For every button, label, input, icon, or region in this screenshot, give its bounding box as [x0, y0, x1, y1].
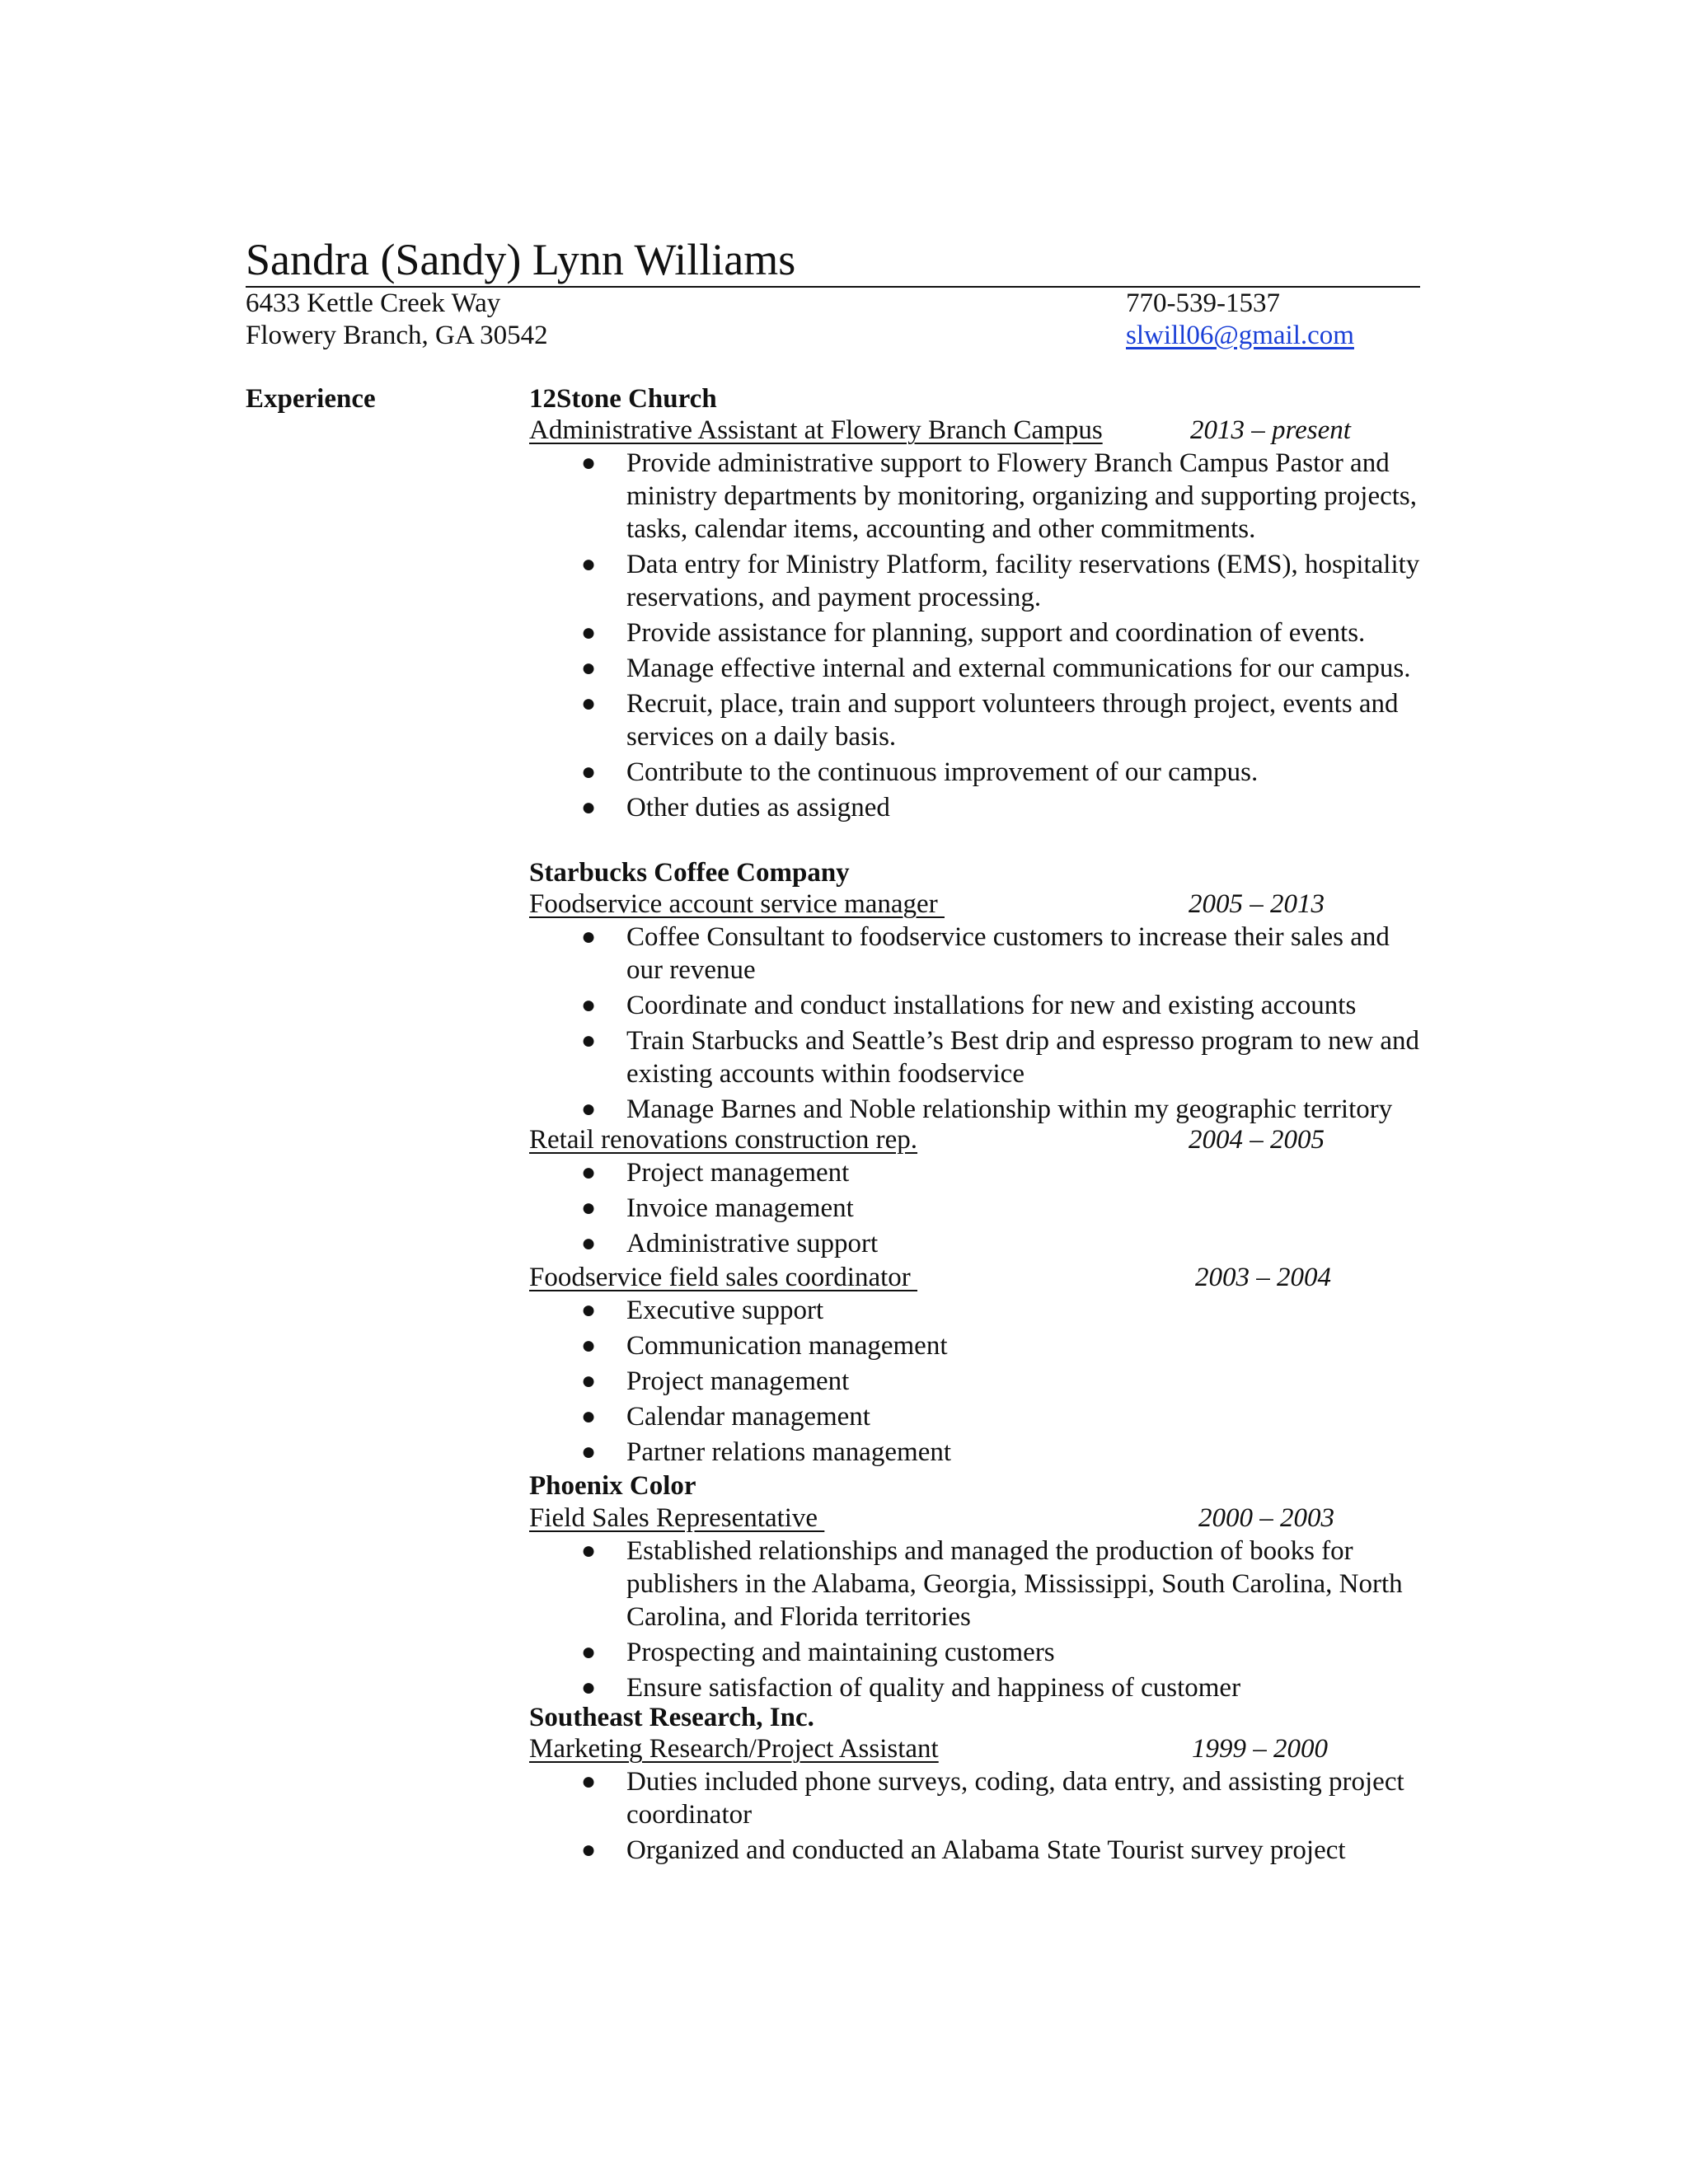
- bullet-icon: ●: [581, 1537, 597, 1564]
- list-item: ● Ensure satisfaction of quality and happiness of customer: [581, 1673, 1241, 1703]
- role-title: Foodservice field sales coordinator: [529, 1263, 918, 1292]
- bullet-icon: ●: [581, 1638, 597, 1666]
- company-name: Starbucks Coffee Company: [529, 858, 850, 888]
- role-dates: 2004 – 2005: [1189, 1125, 1325, 1155]
- role-title: Retail renovations construction rep.: [529, 1125, 918, 1155]
- bullet-icon: ●: [581, 1095, 597, 1122]
- applicant-name: Sandra (Sandy) Lynn Williams: [246, 235, 796, 284]
- list-item: ● Organized and conducted an Alabama State Tourist survey project: [581, 1835, 1346, 1865]
- list-item: ● Manage Barnes and Noble relationship within my geographic territory: [581, 1094, 1393, 1124]
- bullet-icon: ●: [581, 923, 597, 950]
- list-item: ● Calendar management: [581, 1402, 870, 1432]
- bullet-icon: ●: [581, 551, 597, 578]
- bullet-icon: ●: [581, 1159, 597, 1186]
- list-item: ● Provide administrative support to Flowery Branch Campus Pastor and ministry departments by monitoring, organizing and supporting projects, tasks, calendar items, accounting and other commitments.: [581, 448, 1417, 544]
- bullet-icon: ●: [581, 758, 597, 785]
- company-name: Phoenix Color: [529, 1471, 696, 1501]
- bullet-list: [529, 447, 1428, 827]
- bullet-list: [529, 921, 1428, 1128]
- role-dates: 1999 – 2000: [1192, 1734, 1328, 1764]
- bullet-icon: ●: [581, 1403, 597, 1430]
- role-dates: 2005 – 2013: [1189, 889, 1325, 919]
- list-item: ● Invoice management: [581, 1193, 854, 1223]
- phone-number: 770-539-1537: [1126, 288, 1280, 318]
- list-item: ● Established relationships and managed the production of books for publishers in the Alabama, Georgia, Mississippi, South Carolina, North Carolina, and Florida territories: [581, 1536, 1403, 1632]
- bullet-icon: ●: [581, 1194, 597, 1221]
- company-name: Southeast Research, Inc.: [529, 1703, 814, 1732]
- list-item: ● Communication management: [581, 1331, 948, 1361]
- bullet-list: [529, 1294, 1428, 1471]
- bullet-icon: ●: [581, 1674, 597, 1701]
- list-item: ● Project management: [581, 1158, 850, 1188]
- email-link[interactable]: slwill06@gmail.com: [1126, 321, 1354, 350]
- list-item: ● Prospecting and maintaining customers: [581, 1638, 1055, 1667]
- bullet-icon: ●: [581, 1296, 597, 1324]
- role-dates: 2000 – 2003: [1198, 1503, 1334, 1533]
- bullet-icon: ●: [581, 794, 597, 821]
- list-item: ● Train Starbucks and Seattle’s Best drip and espresso program to new and existing accounts within foodservice: [581, 1026, 1420, 1089]
- role-title: Field Sales Representative: [529, 1503, 825, 1533]
- bullet-icon: ●: [581, 1438, 597, 1465]
- bullet-icon: ●: [581, 1027, 597, 1054]
- bullet-icon: ●: [581, 1230, 597, 1257]
- list-item: ● Provide assistance for planning, support and coordination of events.: [581, 618, 1366, 648]
- list-item: ● Other duties as assigned: [581, 793, 890, 823]
- bullet-icon: ●: [581, 654, 597, 682]
- bullet-icon: ●: [581, 1836, 597, 1863]
- list-item: ● Project management: [581, 1366, 850, 1396]
- list-item: ● Manage effective internal and external communications for our campus.: [581, 654, 1411, 683]
- list-item: ● Executive support: [581, 1296, 824, 1325]
- address-line-2: Flowery Branch, GA 30542: [246, 321, 548, 350]
- list-item: ● Administrative support: [581, 1229, 879, 1258]
- role-title: Administrative Assistant at Flowery Branch Campus: [529, 415, 1103, 445]
- list-item: ● Data entry for Ministry Platform, facility reservations (EMS), hospitality reservations, and payment processing.: [581, 550, 1420, 612]
- bullet-icon: ●: [581, 1367, 597, 1394]
- bullet-icon: ●: [581, 619, 597, 646]
- role-dates: 2003 – 2004: [1195, 1263, 1331, 1292]
- list-item: ● Duties included phone surveys, coding, data entry, and assisting project coordinator: [581, 1767, 1404, 1830]
- section-label-experience: Experience: [246, 384, 376, 414]
- role-title: Marketing Research/Project Assistant: [529, 1734, 939, 1764]
- list-item: ● Coordinate and conduct installations for new and existing accounts: [581, 991, 1357, 1020]
- address-line-1: 6433 Kettle Creek Way: [246, 288, 501, 318]
- bullet-icon: ●: [581, 690, 597, 717]
- bullet-icon: ●: [581, 1768, 597, 1795]
- bullet-icon: ●: [581, 1332, 597, 1359]
- role-title: Foodservice account service manager: [529, 889, 945, 919]
- role-dates: 2013 – present: [1190, 415, 1351, 445]
- bullet-list: [529, 1765, 1428, 1869]
- company-name: 12Stone Church: [529, 384, 717, 414]
- list-item: ● Contribute to the continuous improvement of our campus.: [581, 757, 1259, 787]
- list-item: ● Partner relations management: [581, 1437, 952, 1467]
- bullet-list: [529, 1535, 1428, 1707]
- bullet-icon: ●: [581, 991, 597, 1019]
- bullet-list: [529, 1156, 1428, 1263]
- bullet-icon: ●: [581, 449, 597, 476]
- list-item: ● Coffee Consultant to foodservice customers to increase their sales and our revenue: [581, 922, 1390, 985]
- list-item: ● Recruit, place, train and support volunteers through project, events and services on a daily basis.: [581, 689, 1399, 752]
